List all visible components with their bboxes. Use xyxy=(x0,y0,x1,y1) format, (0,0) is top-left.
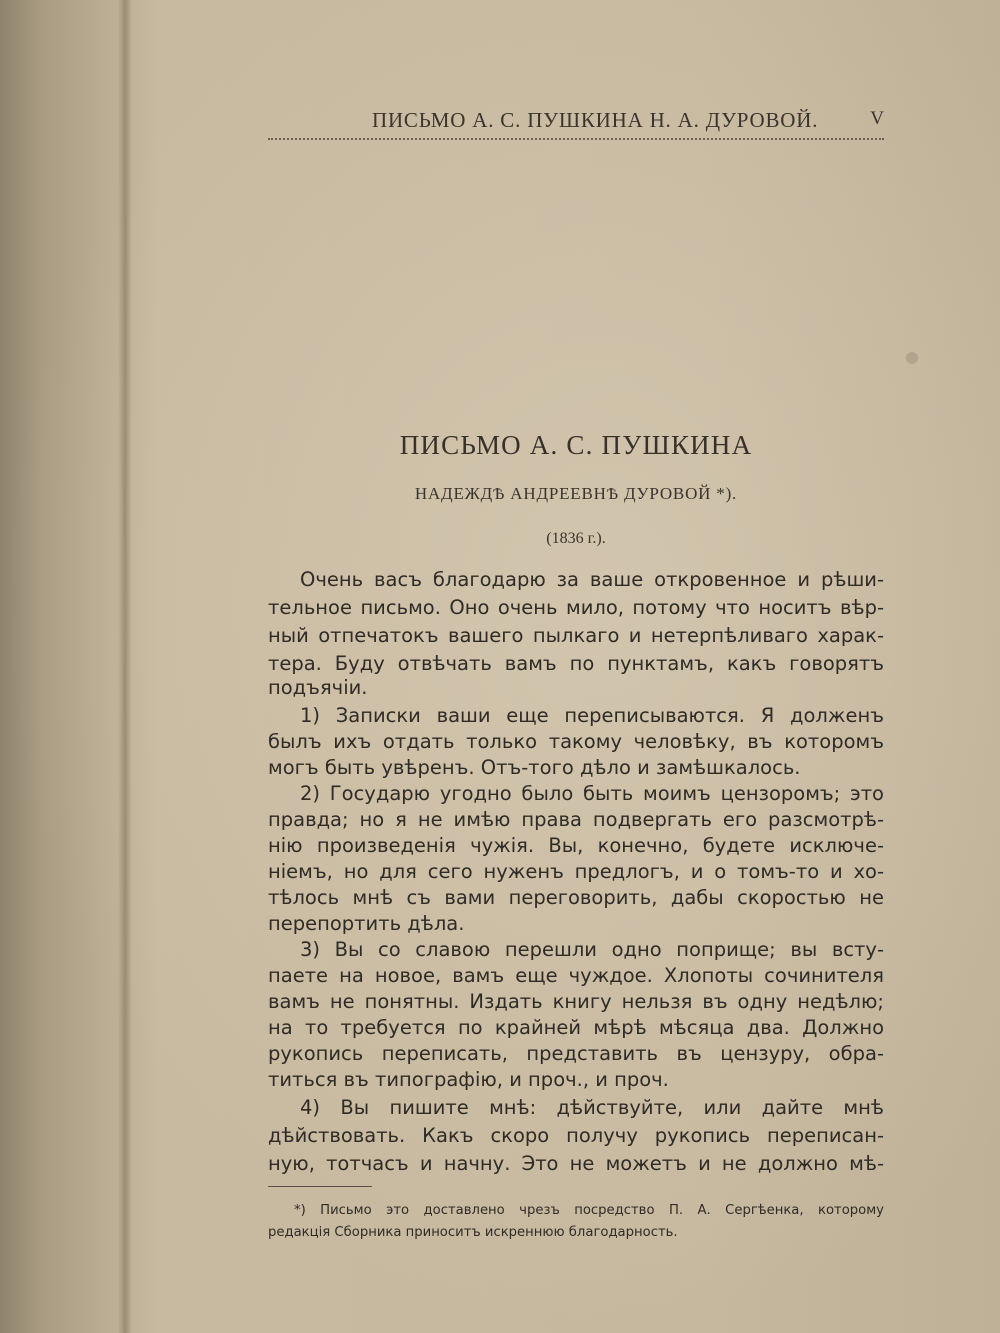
body-line: могъ быть увѣренъ. Отъ-того дѣло и замѣшкалось. xyxy=(268,756,801,779)
body-line: правда; но я не имѣю права подвергать его разсмотрѣ- xyxy=(268,808,884,831)
body-line: вамъ не понятны. Издать книгу нельзя въ одну недѣлю; xyxy=(268,990,884,1013)
footnote-rule xyxy=(268,1186,372,1187)
paper-spot xyxy=(906,352,918,364)
body-line: 4) Вы пишите мнѣ: дѣйствуйте, или дайте мнѣ xyxy=(300,1096,884,1119)
body-line: 1) Записки ваши еще переписываются. Я долженъ xyxy=(300,704,884,727)
body-line: на то требуется по крайней мѣрѣ мѣсяца два. Должно xyxy=(268,1016,884,1039)
body-line: ную, тотчасъ и начну. Это не можетъ и не должно мѣ- xyxy=(268,1152,884,1175)
body-line: тельное письмо. Оно очень мило, потому что носитъ вѣр- xyxy=(268,596,884,619)
body-line: тера. Буду отвѣчать вамъ по пунктамъ, какъ говорятъ xyxy=(268,652,884,675)
letter-addressee: НАДЕЖДѢ АНДРЕЕВНѢ ДУРОВОЙ *). xyxy=(414,484,738,503)
body-line: былъ ихъ отдать только такому человѣку, въ которомъ xyxy=(268,730,884,753)
footnote-line: редакцiя Сборника приноситъ искреннюю благодарность. xyxy=(268,1225,678,1240)
letter-title: ПИСЬМО А. С. ПУШКИНА xyxy=(399,430,753,460)
body-line: нiемъ, но для сего нуженъ предлогъ, и о томъ-то и хо- xyxy=(268,860,884,883)
body-line: дѣйствовать. Какъ скоро получу рукопись переписан- xyxy=(268,1124,884,1147)
running-header xyxy=(268,108,884,138)
body-line: рукопись переписать, представить въ цензуру, обра- xyxy=(268,1042,884,1065)
running-title: ПИСЬМО А. С. ПУШКИНА Н. А. ДУРОВОЙ. xyxy=(372,108,819,132)
body-line: 2) Государю угодно было быть моимъ цензоромъ; это xyxy=(300,782,884,805)
body-line: 3) Вы со славою перешли одно поприще; вы всту- xyxy=(300,938,884,961)
body-line: Очень васъ благодарю за ваше откровенное и рѣши- xyxy=(300,568,884,591)
page-number: V xyxy=(870,108,884,129)
header-rule xyxy=(268,138,884,140)
book-gutter-shadow xyxy=(118,0,132,1333)
body-line: тѣлось мнѣ съ вами переговорить, дабы скоростью не xyxy=(268,886,884,909)
body-line: перепортить дѣла. xyxy=(268,912,465,935)
body-line: ный отпечатокъ вашего пылкаго и нетерпѣливаго харак- xyxy=(268,624,884,647)
body-line: подъячiи. xyxy=(268,676,368,699)
body-line: титься въ типографiю, и проч., и проч. xyxy=(268,1068,669,1091)
body-line: нiю произведенiя чужiя. Вы, конечно, будете исключе- xyxy=(268,834,884,857)
body-line: паете на новое, вамъ еще чуждое. Хлопоты сочинителя xyxy=(268,964,884,987)
footnote-line: *) Письмо это доставлено чрезъ посредство П. А. Сергѣенка, которому xyxy=(294,1203,884,1218)
letter-date: (1836 г.). xyxy=(546,530,606,547)
